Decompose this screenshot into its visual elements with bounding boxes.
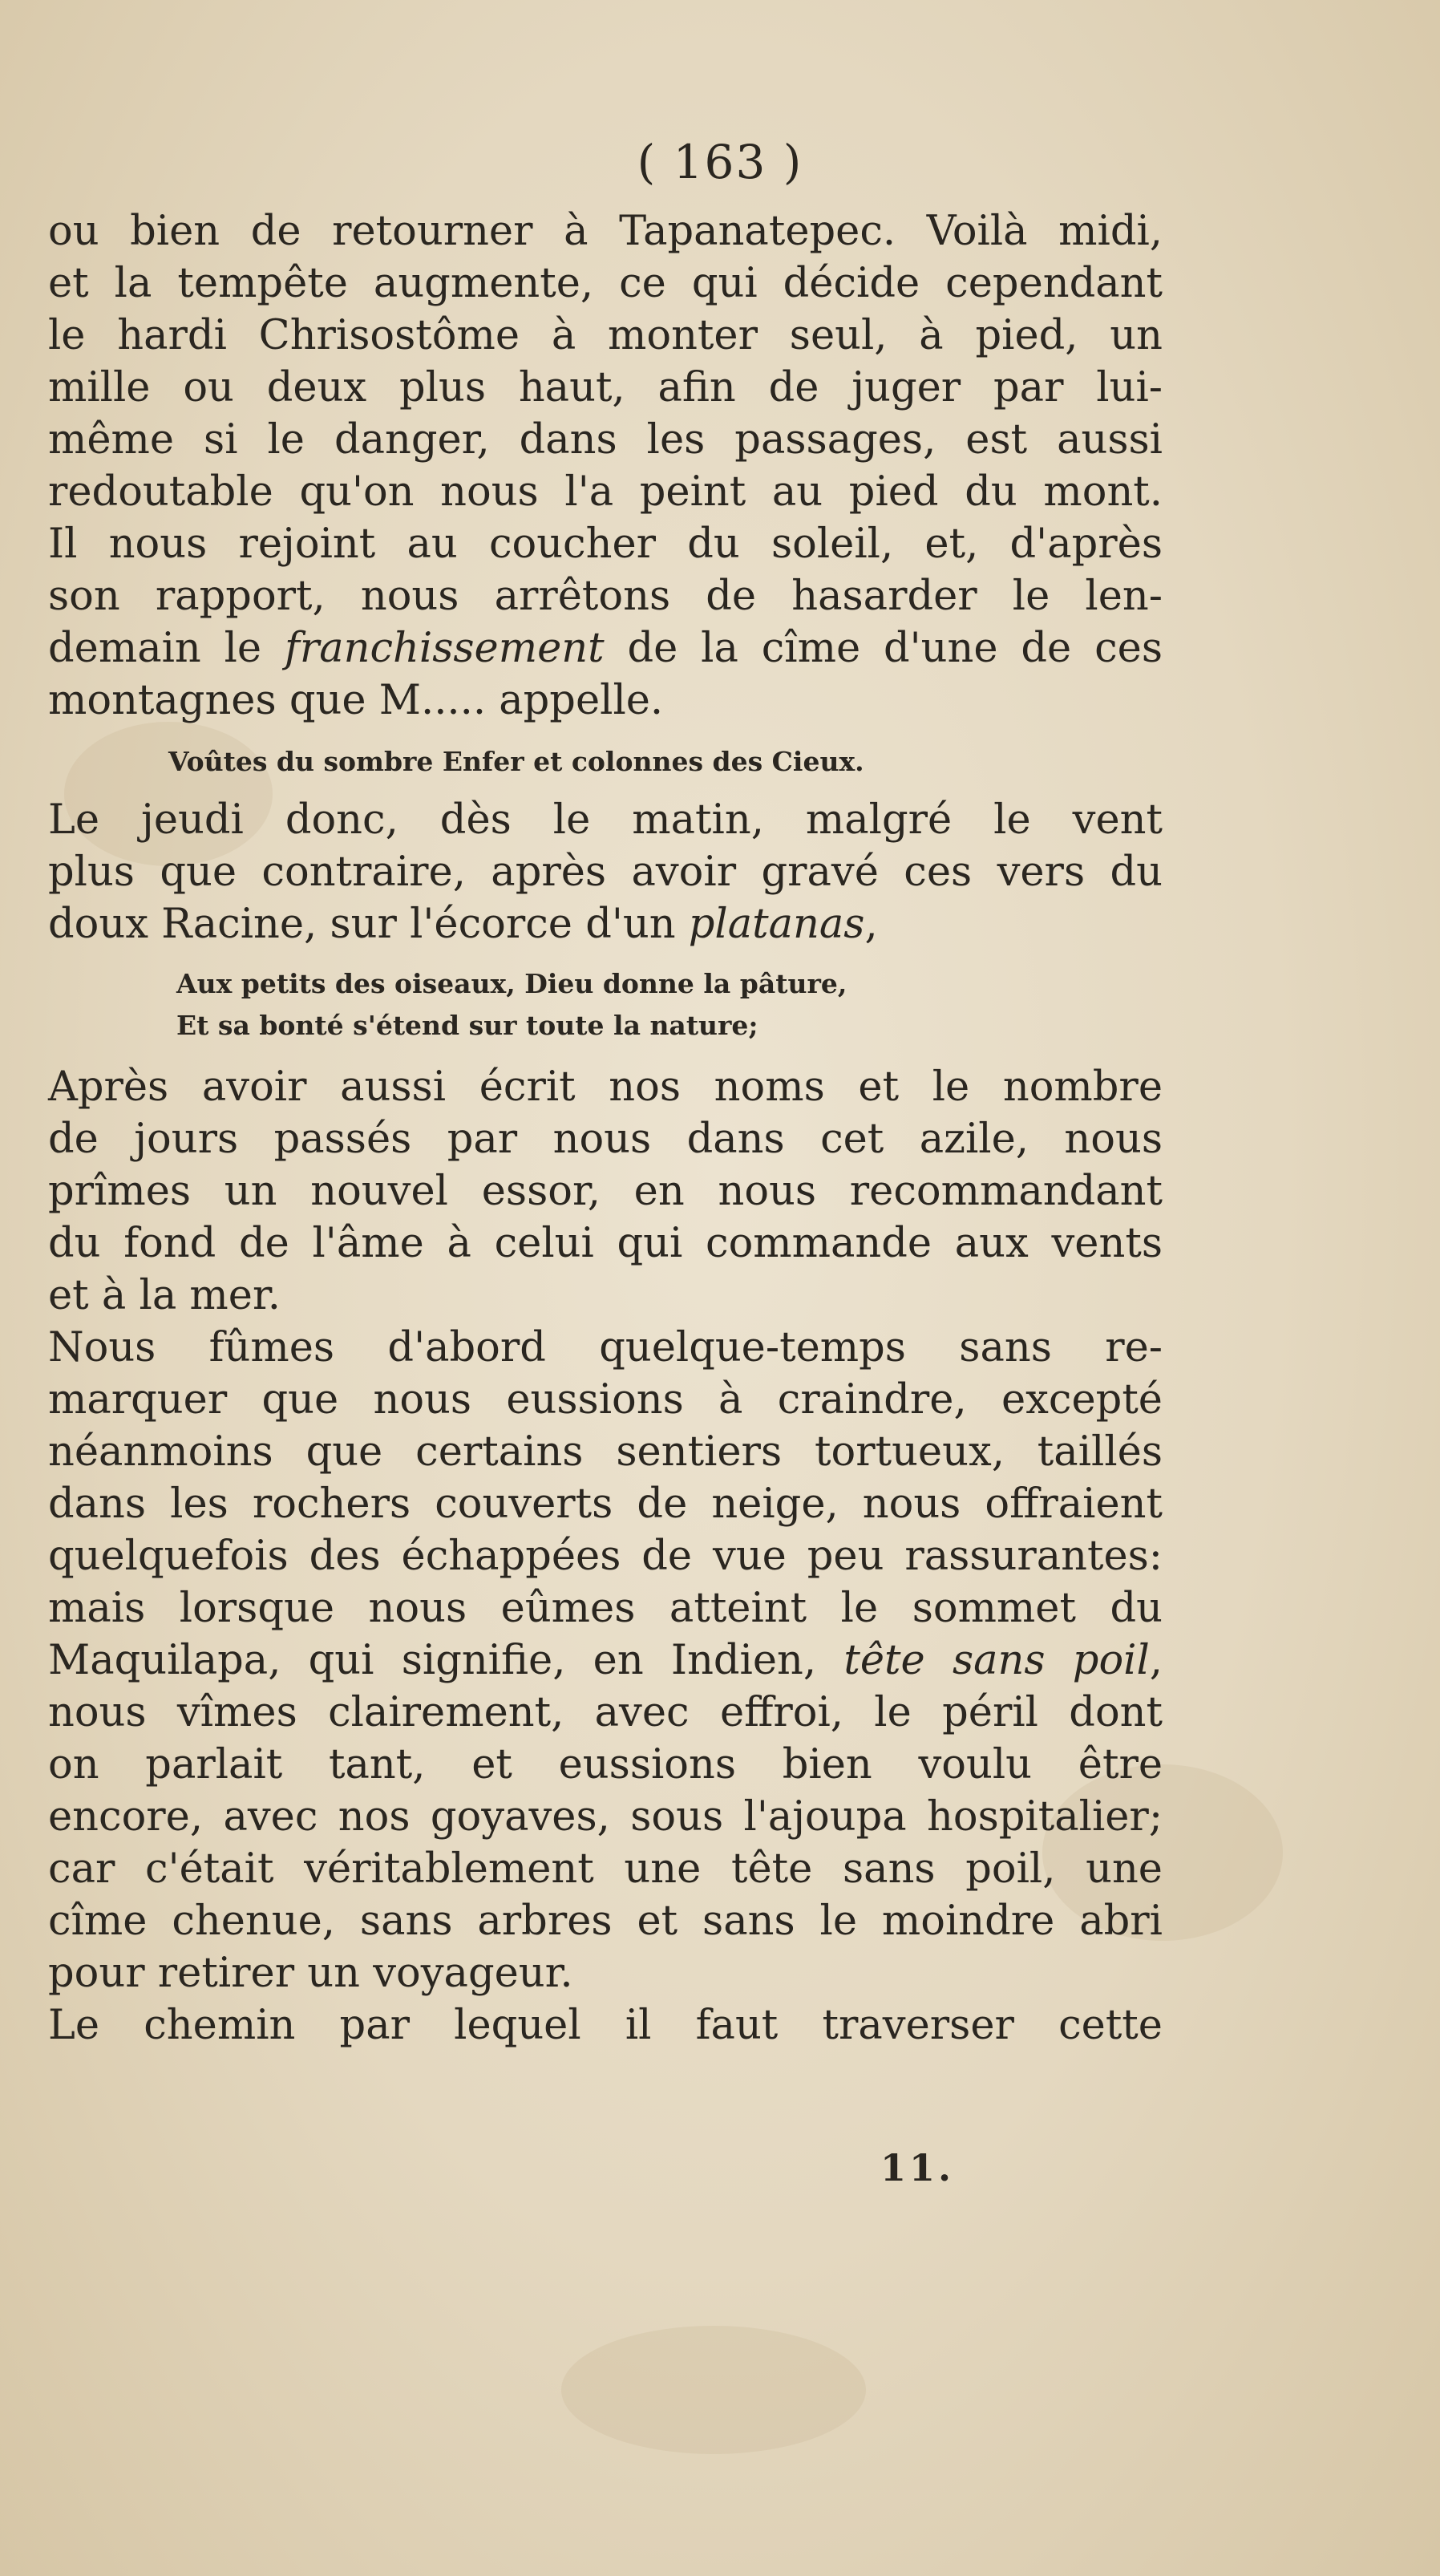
text-line: nous vîmes clairement, avec effroi, le péril dont — [48, 1689, 1163, 1736]
text-line: même si le danger, dans les passages, est aussi — [48, 416, 1163, 464]
text-line: plus que contraire, après avoir gravé ces vers du — [48, 849, 1163, 896]
text-line: de jours passés par nous dans cet azile, nous — [48, 1116, 1163, 1163]
text-line: redoutable qu'on nous l'a peint au pied du mont. — [48, 468, 1163, 516]
italic-word: platanas — [688, 901, 865, 948]
text-line: marquer que nous eussions à craindre, excepté — [48, 1376, 1163, 1424]
page-number: ( 163 ) — [637, 135, 803, 189]
text-line: quelquefois des échappées de vue peu rassurantes: — [48, 1533, 1163, 1580]
body-text — [48, 205, 1163, 2051]
verse-line: Et sa bonté s'étend sur toute la nature; — [176, 1010, 758, 1041]
text-line: néanmoins que certains sentiers tortueux, taillés — [48, 1428, 1163, 1476]
text-line: mille ou deux plus haut, afin de juger par lui- — [48, 364, 1163, 411]
signature-mark: 11. — [880, 2146, 955, 2189]
text-line: et à la mer. — [48, 1272, 281, 1319]
verse-line: Aux petits des oiseaux, Dieu donne la pâture, — [176, 968, 847, 999]
quoted-verse: Voûtes du sombre Enfer et colonnes des Cieux. — [168, 746, 864, 777]
italic-word: franchissement — [284, 625, 605, 672]
text-line: Après avoir aussi écrit nos noms et le nombre — [48, 1063, 1163, 1111]
text-line: mais lorsque nous eûmes atteint le sommet du — [48, 1585, 1163, 1632]
text-line: cîme chenue, sans arbres et sans le moindre abri — [48, 1898, 1163, 1945]
text-line — [48, 1634, 1163, 1687]
text-line: du fond de l'âme à celui qui commande aux vents — [48, 1220, 1163, 1267]
text-line: dans les rochers couverts de neige, nous offraient — [48, 1480, 1163, 1528]
text-line — [48, 898, 1163, 950]
text-fragment: doux Racine, sur l'écorce d'un — [48, 901, 689, 948]
text-line — [48, 622, 1163, 674]
italic-word: tête sans poil — [843, 1637, 1150, 1684]
text-line: Nous fûmes d'abord quelque-temps sans re- — [48, 1324, 1163, 1371]
text-fragment: , — [1149, 1637, 1163, 1684]
text-line: le hardi Chrisostôme à monter seul, à pied, un — [48, 312, 1163, 359]
text-fragment: , — [864, 901, 878, 948]
text-line: prîmes un nouvel essor, en nous recommandant — [48, 1168, 1163, 1215]
text-line: son rapport, nous arrêtons de hasarder le len- — [48, 573, 1163, 620]
text-line: Le jeudi donc, dès le matin, malgré le vent — [48, 796, 1163, 844]
text-fragment: Maquilapa, qui signifie, en Indien, — [48, 1637, 844, 1684]
text-line: Le chemin par lequel il faut traverser cette — [48, 2002, 1163, 2049]
text-fragment: de la cîme d'une de ces — [604, 625, 1163, 672]
text-line: et la tempête augmente, ce qui décide cependant — [48, 260, 1163, 307]
text-line: ou bien de retourner à Tapanatepec. Voilà midi, — [48, 208, 1163, 255]
text-line: car c'était véritablement une tête sans poil, une — [48, 1845, 1163, 1893]
paper-stain — [561, 2326, 866, 2454]
text-line: pour retirer un voyageur. — [48, 1950, 573, 1997]
verse-block — [48, 963, 1163, 1047]
text-line: Il nous rejoint au coucher du soleil, et, d'après — [48, 520, 1163, 568]
text-line: on parlait tant, et eussions bien voulu être — [48, 1741, 1163, 1788]
text-line: montagnes que M..... appelle. — [48, 677, 664, 724]
text-line: encore, avec nos goyaves, sous l'ajoupa hospitalier; — [48, 1793, 1163, 1841]
text-fragment: demain le — [48, 625, 285, 672]
